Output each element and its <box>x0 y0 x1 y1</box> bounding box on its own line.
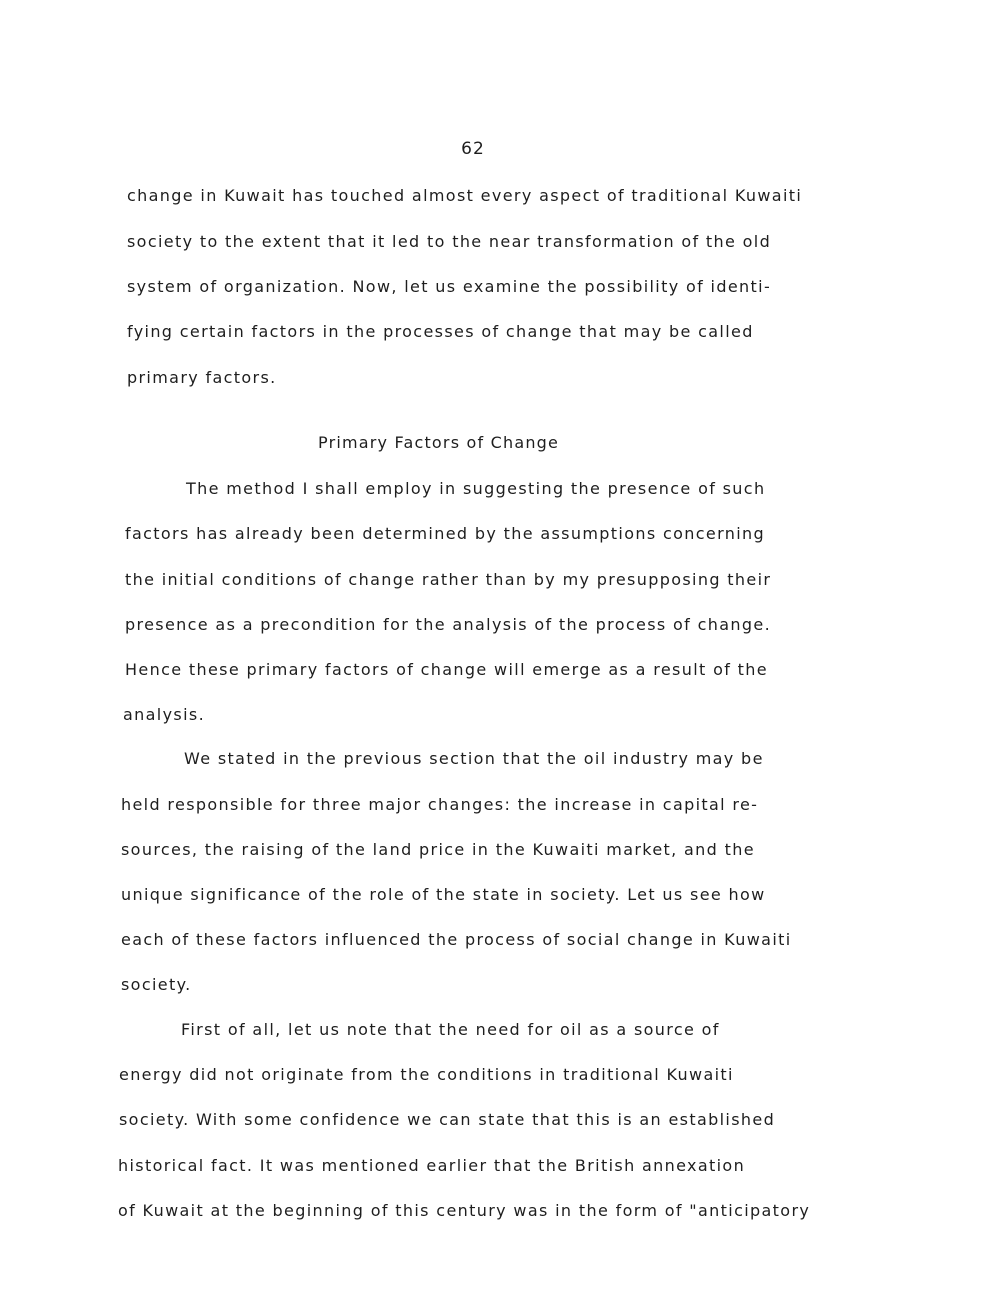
text-line: held responsible for three major changes: the increase in capital re- <box>121 795 759 814</box>
text-line: We stated in the previous section that the oil industry may be <box>184 749 764 768</box>
text-line: analysis. <box>123 705 206 724</box>
text-line: historical fact. It was mentioned earlier that the British annexation <box>118 1156 746 1175</box>
text-line: of Kuwait at the beginning of this century was in the form of "anticipatory <box>118 1201 811 1220</box>
text-line: society. With some confidence we can state that this is an established <box>119 1110 776 1129</box>
text-line: energy did not originate from the conditions in traditional Kuwaiti <box>119 1065 734 1084</box>
text-line: factors has already been determined by the assumptions concerning <box>125 524 766 543</box>
section-heading: Primary Factors of Change <box>318 433 560 452</box>
text-line: primary factors. <box>127 368 277 387</box>
text-line: First of all, let us note that the need for oil as a source of <box>181 1020 720 1039</box>
text-line: the initial conditions of change rather than by my presupposing their <box>125 570 772 589</box>
text-line: society to the extent that it led to the near transformation of the old <box>127 232 772 251</box>
text-line: sources, the raising of the land price in the Kuwaiti market, and the <box>121 840 755 859</box>
text-line: society. <box>121 975 192 994</box>
text-line: presence as a precondition for the analysis of the process of change. <box>125 615 772 634</box>
text-line: unique significance of the role of the state in society. Let us see how <box>121 885 766 904</box>
text-line: fying certain factors in the processes of change that may be called <box>127 322 754 341</box>
text-line: each of these factors influenced the process of social change in Kuwaiti <box>121 930 792 949</box>
text-line: The method I shall employ in suggesting the presence of such <box>186 479 766 498</box>
text-line: change in Kuwait has touched almost every aspect of traditional Kuwaiti <box>127 186 803 205</box>
text-line: Hence these primary factors of change will emerge as a result of the <box>125 660 768 679</box>
text-line: system of organization. Now, let us examine the possibility of identi- <box>127 277 772 296</box>
page-number: 62 <box>461 139 485 159</box>
